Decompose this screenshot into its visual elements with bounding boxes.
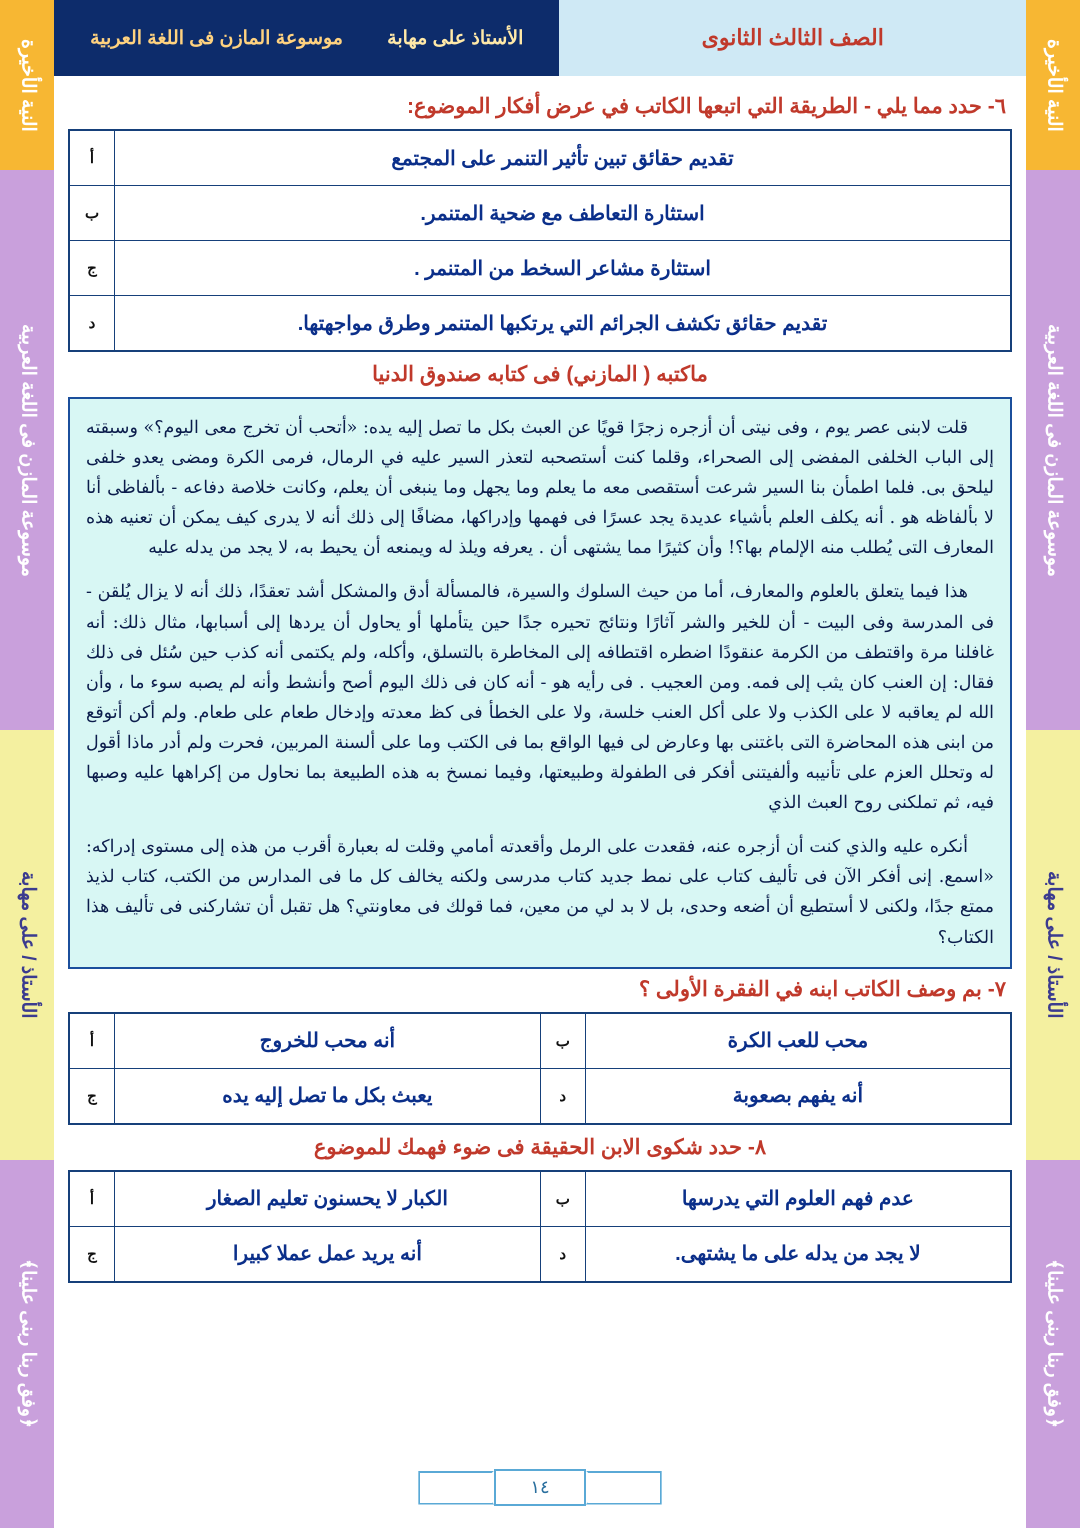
question-8-title: ٨- حدد شكوى الابن الحقيقة فى ضوء فهمك للموضوع — [313, 1135, 767, 1159]
ribbon-tail-left — [418, 1471, 494, 1505]
table-row[interactable] — [69, 1226, 1011, 1282]
question-6-option-text[interactable]: تقديم حقائق تبين تأثير التنمر على المجتمع — [115, 130, 1012, 186]
header-grade-label: الصف الثالث الثانوى — [701, 25, 884, 50]
question-8-option-text[interactable]: لا يجد من يدله على ما يشتهى. — [585, 1226, 1011, 1282]
question-6-title: ٦- حدد مما يلي - الطريقة التي اتبعها الكاتب في عرض أفكار الموضوع: — [407, 95, 1006, 118]
question-8-option-text[interactable]: عدم فهم العلوم التي يدرسها — [585, 1171, 1011, 1227]
question-6-option-text[interactable]: استثارة التعاطف مع ضحية المتنمر. — [115, 186, 1012, 241]
footer-ribbon — [418, 1469, 661, 1506]
page-footer — [0, 1469, 1080, 1506]
table-row[interactable] — [69, 241, 1011, 296]
header-title-box — [54, 0, 559, 76]
left-side-segment-3: الأستاذ / على مهابة — [0, 730, 54, 1160]
left-side-segment-1: النية الأخيرة — [0, 0, 54, 170]
question-7-option-text[interactable]: أنه محب للخروج — [115, 1013, 541, 1069]
left-side-segment-2: موسوعة المازن فى اللغة العربية — [0, 170, 54, 730]
question-7-option-key: ج — [69, 1068, 115, 1124]
left-side-bar — [0, 0, 54, 1528]
question-8-option-text[interactable]: الكبار لا يحسنون تعليم الصغار — [115, 1171, 541, 1227]
question-6-option-text[interactable]: تقديم حقائق تكشف الجرائم التي يرتكبها المتنمر وطرق مواجهتها. — [115, 296, 1012, 352]
table-row[interactable] — [69, 130, 1011, 186]
passage-paragraph-3: أنكره عليه والذي كنت أن أزجره عنه، فقعدت على الرمل وأقعدته أمامي وقلت له بعبارة أقرب من هذه إلى مستوى إدراكه: «اسمع. إنى أفكر الآن فى تأليف كتاب على نمط جديد كتاب مدرسى ولكنه يخالف كل ما فى المدارس من الكتب، كتاب لذيذ ممتع جدًا، ولكنى لا أستطيع أن أضعه وحدى، بل لا بد لي من معين، فما قولك فى معاونتي؟ هل تقبل أن تشاركنى فى تأليف هذا الكتاب؟ — [86, 837, 994, 948]
right-side-segment-3: الأستاذ / على مهابة — [1026, 730, 1080, 1160]
question-6-option-key: ج — [69, 241, 115, 296]
question-6-option-key: د — [69, 296, 115, 352]
question-7-option-key: ب — [540, 1013, 585, 1069]
ribbon-tail-right — [586, 1471, 662, 1505]
left-side-segment-4: ﴿وفق ربنا ربنى علينا﴾ — [0, 1160, 54, 1528]
question-8-option-key: د — [540, 1226, 585, 1282]
question-7-title: ٧- بم وصف الكاتب ابنه في الفقرة الأولى ؟ — [638, 977, 1006, 1001]
table-row[interactable] — [69, 186, 1011, 241]
question-8-option-key: ج — [69, 1226, 115, 1282]
table-row[interactable] — [69, 1068, 1011, 1124]
page-header — [54, 0, 1026, 76]
passage-heading: ماكتبه ( المازني) فى كتابه صندوق الدنيا — [372, 363, 708, 386]
table-row[interactable] — [69, 296, 1011, 352]
table-row[interactable] — [69, 1013, 1011, 1069]
right-side-segment-2: موسوعة المازن فى اللغة العربية — [1026, 170, 1080, 730]
page-content — [54, 76, 1026, 1528]
question-8-option-key: ب — [540, 1171, 585, 1227]
question-8-option-key: أ — [69, 1171, 115, 1227]
question-6-option-text[interactable]: استثارة مشاعر السخط من المتنمر . — [115, 241, 1012, 296]
header-series-label: موسوعة المازن فى اللغة العربية — [90, 27, 343, 49]
question-6-options-table — [68, 129, 1012, 352]
question-6-option-key: أ — [69, 130, 115, 186]
passage-paragraph-1: قلت لابنى عصر يوم ، وفى نيتى أن أزجره زجرًا قويًا عن العبث بكل ما تصل إليه يده: «أتحب أن تخرج معى اليوم؟» وسبقته إلى الباب الخلفى المفضى إلى الصحراء، وقلما كنت أستصحبه لتعذر السير عليه في الرمال، فرمى الكرة ومضى يعدو خلفى ليلحق بى. فلما اطمأن بنا السير شرعت أستقصى معه ما يعلم وما يجهل وما ينبغى أن يعلم، وكانت خلاصة دفاعه - بألفاظى أنا لا بألفاظه هو . أنه يكلف العلم بأشياء عديدة يجد عسرًا فى فهمها وإدراكها، مضافًا إلى ذلك أنه لا يدرى كيف يمكن أن تعنيه هذه المعارف التى يُطلب منه الإلمام بها؟! وأن كثيرًا مما يشتهى أن . يعرفه ويلذ له ويمنعه أن يحيط به، لا يجد من يدله عليه — [86, 418, 994, 559]
right-side-bar — [1026, 0, 1080, 1528]
right-side-segment-4: ﴿وفق ربنا ربنى علينا﴾ — [1026, 1160, 1080, 1528]
page-number: ١٤ — [494, 1469, 585, 1506]
question-7-options-table — [68, 1012, 1012, 1125]
question-6-option-key: ب — [69, 186, 115, 241]
question-7-option-text[interactable]: محب للعب الكرة — [585, 1013, 1011, 1069]
question-8-option-text[interactable]: أنه يريد عمل عملا كبيرا — [115, 1226, 541, 1282]
question-7-option-text[interactable]: أنه يفهم بصعوبة — [585, 1068, 1011, 1124]
question-8-options-table — [68, 1170, 1012, 1283]
table-row[interactable] — [69, 1171, 1011, 1227]
question-7-option-key: د — [540, 1068, 585, 1124]
passage-paragraph-2: هذا فيما يتعلق بالعلوم والمعارف، أما من حيث السلوك والسيرة، فالمسألة أدق والمشكل أشد تعقدًا، ذلك أنه لا يزال يُلقن - فى المدرسة وفى البيت - أن للخير والشر آثارًا ونتائج تحيره جدًا حين يتأملها أو يحاول أن يردها إلى أسبابها، مثال ذلك: أنه غافلنا مرة واقتطف من الكرمة عنقودًا اضطره اقتطافه إلى المخاطرة بالتسلق، وأكله، ولم يكتمى أنه كذب حين سُئل فى ذلك فقال: إن العنب كان يثب إلى فمه. ومن العجيب . فى رأيه هو - أنه كان فى ذلك اليوم أصح وأنشط وأنه لم يصبه سوء ما ، وأن الله لم يعاقبه لا على الكذب ولا على أكل العنب خلسة، ولا على الخطأ فى كظ معدته وإدخال طعام على طعام. ولم أكن أتوقع من ابنى هذه المحاضرة التى باغتنى بها وعارض لى فيها الواقع بما فى الكتب وما على ألسنة المربين، فحرت ولم أدر ماذا أقول له وتحلل العزم على تأنيبه وألفيتنى أفكر فى الطفولة وطبيعتها، وفيما نمسخ به هذه الطبيعة بما نحاول من إكراهها عليه وصبها فيه، ثم تملكنى روح العبث الذي — [86, 582, 994, 814]
header-teacher-label: الأستاذ على مهابة — [387, 27, 524, 49]
question-7-option-text[interactable]: يعبث بكل ما تصل إليه يده — [115, 1068, 541, 1124]
reading-passage — [68, 397, 1012, 969]
header-grade-box — [559, 0, 1026, 76]
right-side-segment-1: النية الأخيرة — [1026, 0, 1080, 170]
question-7-option-key: أ — [69, 1013, 115, 1069]
